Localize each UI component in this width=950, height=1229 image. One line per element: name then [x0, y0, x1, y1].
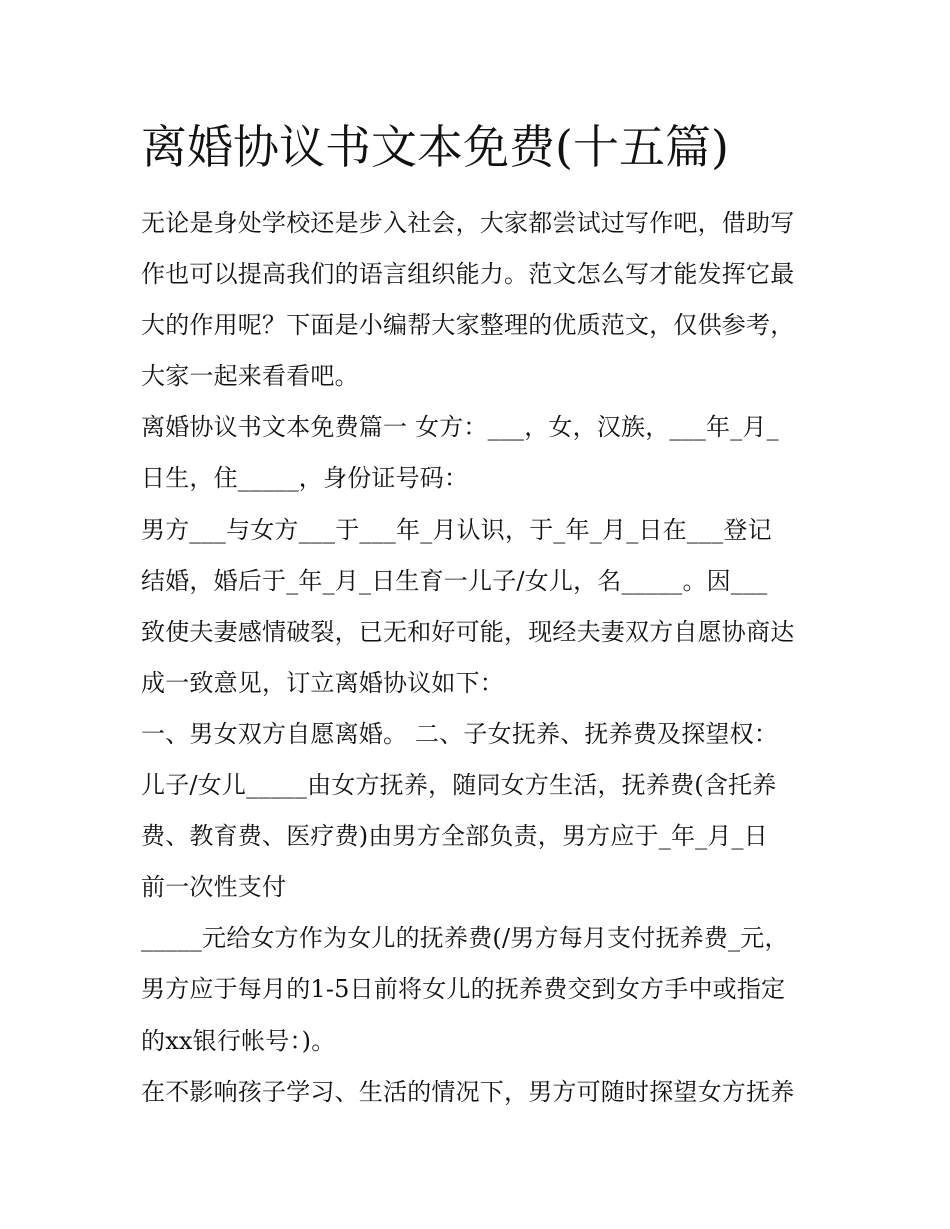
body-line: 大家一起来看看吧。: [141, 362, 359, 391]
body-line: 大的作用呢？下面是小编帮大家整理的优质范文，仅供参考，: [141, 311, 795, 340]
document-title: 离婚协议书文本免费(十五篇): [141, 120, 729, 174]
body-line: 的xx银行帐号：)。: [141, 1026, 336, 1055]
body-line: _____元给女方作为女儿的抚养费(/男方每月支付抚养费_元，: [141, 924, 789, 953]
body-line: 致使夫妻感情破裂，已无和好可能，现经夫妻双方自愿协商达: [141, 617, 795, 646]
body-line: 在不影响孩子学习、生活的情况下，男方可随时探望女方抚养: [141, 1077, 795, 1106]
body-line: 费、教育费、医疗费)由男方全部负责，男方应于_年_月_日: [141, 822, 768, 851]
body-line: 结婚，婚后于_年_月_日生育一儿子/女儿，名_____。因___: [141, 566, 768, 595]
body-line: 日生，住_____，身份证号码：: [141, 464, 469, 493]
document-body: [141, 198, 831, 1118]
body-line: 前一次性支付: [141, 873, 287, 902]
body-line: 离婚协议书文本免费篇一 女方：___，女，汉族，___年_月_: [141, 413, 779, 442]
body-line: 无论是身处学校还是步入社会，大家都尝试过写作吧，借助写: [141, 209, 795, 237]
body-line: 男方应于每月的1-5日前将女儿的抚养费交到女方手中或指定: [141, 975, 786, 1004]
body-line: 男方___与女方___于___年_月认识，于_年_月_日在___登记: [141, 515, 772, 544]
body-line: 成一致意见，订立离婚协议如下：: [141, 668, 504, 697]
body-line: 儿子/女儿_____由女方抚养，随同女方生活，抚养费(含托养: [141, 771, 777, 800]
body-line: 一、男女双方自愿离婚。 二、子女抚养、抚养费及探望权：: [141, 719, 779, 748]
body-line: 作也可以提高我们的语言组织能力。范文怎么写才能发挥它最: [141, 260, 795, 289]
